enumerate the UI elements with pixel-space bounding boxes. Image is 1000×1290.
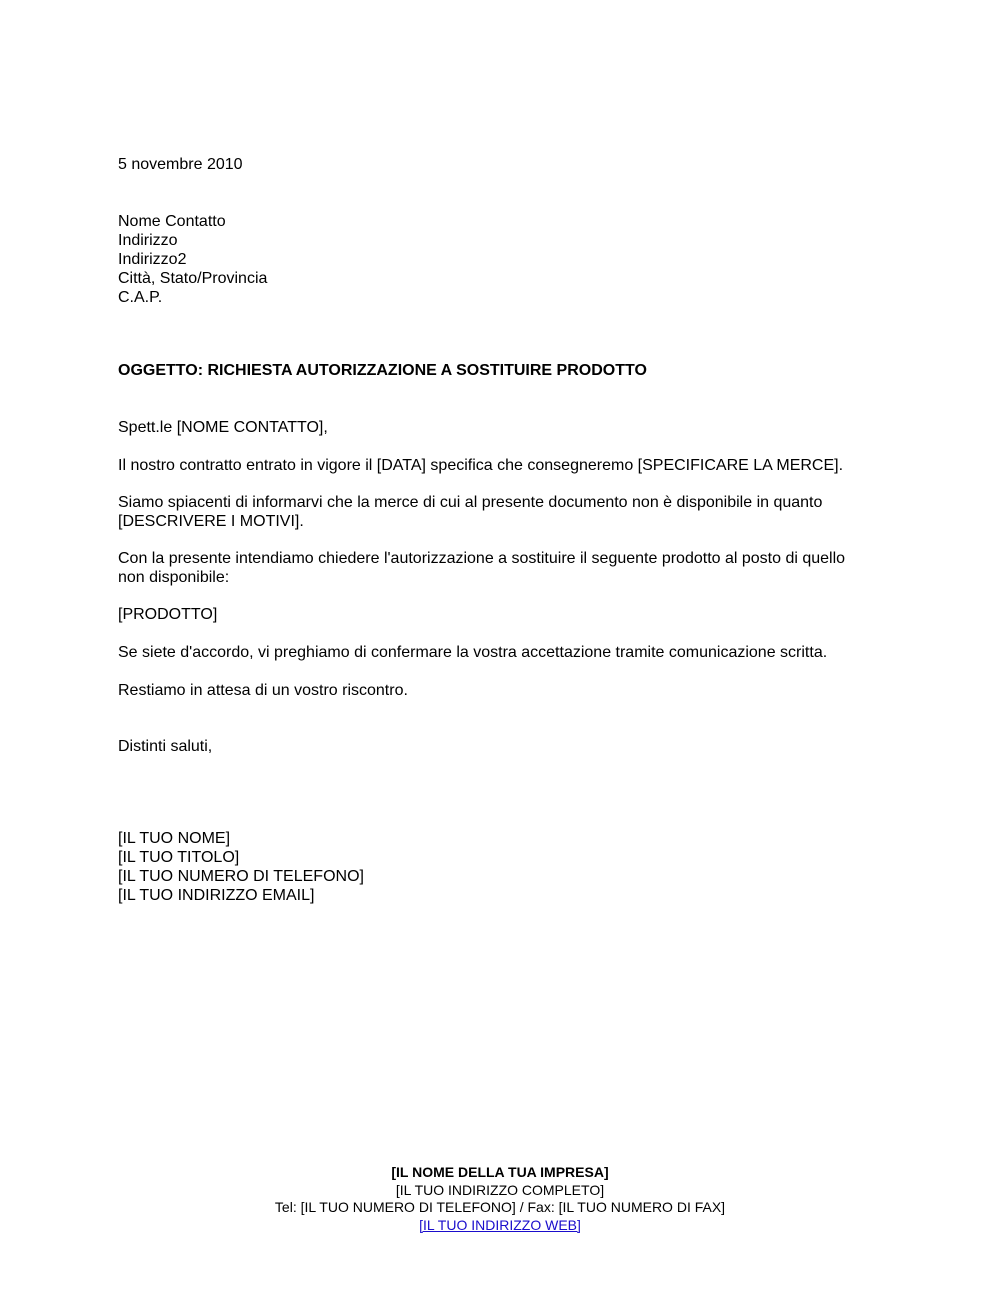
paragraph-request-line2: non disponibile:: [118, 569, 230, 586]
signature-email: [IL TUO INDIRIZZO EMAIL]: [118, 887, 315, 904]
footer-address: [IL TUO INDIRIZZO COMPLETO]: [395, 1181, 605, 1198]
recipient-address-line1: Indirizzo: [118, 232, 178, 249]
footer-company-name: [IL NOME DELLA TUA IMPRESA]: [391, 1164, 609, 1180]
paragraph-request: [118, 549, 845, 587]
paragraph-product: [PRODOTTO]: [118, 606, 218, 623]
paragraph-unavailable-line2: [DESCRIVERE I MOTIVI].: [118, 513, 304, 530]
paragraph-await: Restiamo in attesa di un vostro riscontro.: [118, 682, 408, 699]
letter-subject: OGGETTO: RICHIESTA AUTORIZZAZIONE A SOSTITUIRE PRODOTTO: [118, 362, 647, 379]
letter-closing: Distinti saluti,: [118, 738, 213, 755]
footer-website-link[interactable]: [IL TUO INDIRIZZO WEB]: [419, 1216, 581, 1233]
signature-name: [IL TUO NOME]: [118, 830, 231, 847]
letterhead-footer: [0, 1164, 1000, 1234]
footer-contact: Tel: [IL TUO NUMERO DI TELEFONO] / Fax: [IL TUO NUMERO DI FAX]: [274, 1199, 726, 1215]
recipient-address-line2: Indirizzo2: [118, 251, 187, 268]
signature-phone: [IL TUO NUMERO DI TELEFONO]: [118, 868, 364, 885]
paragraph-unavailable: [118, 493, 822, 531]
paragraph-contract: Il nostro contratto entrato in vigore il [DATA] specifica che consegneremo [SPECIFICARE LA MERCE].: [118, 457, 844, 474]
paragraph-unavailable-line1: Siamo spiacenti di informarvi che la merce di cui al presente documento non è disponibile in quanto: [118, 494, 823, 511]
signature-block: [118, 829, 364, 905]
letter-date: 5 novembre 2010: [118, 156, 243, 173]
signature-title: [IL TUO TITOLO]: [118, 849, 240, 866]
paragraph-request-line1: Con la presente intendiamo chiedere l'autorizzazione a sostituire il seguente prodotto al posto di quello: [118, 550, 846, 567]
paragraph-confirm: Se siete d'accordo, vi preghiamo di confermare la vostra accettazione tramite comunicazione scritta.: [118, 644, 828, 661]
recipient-zip: C.A.P.: [118, 289, 163, 306]
recipient-address: [118, 212, 267, 307]
recipient-name: Nome Contatto: [118, 213, 226, 230]
recipient-city-state: Città, Stato/Provincia: [118, 270, 268, 287]
letter-salutation: Spett.le [NOME CONTATTO],: [118, 419, 328, 436]
